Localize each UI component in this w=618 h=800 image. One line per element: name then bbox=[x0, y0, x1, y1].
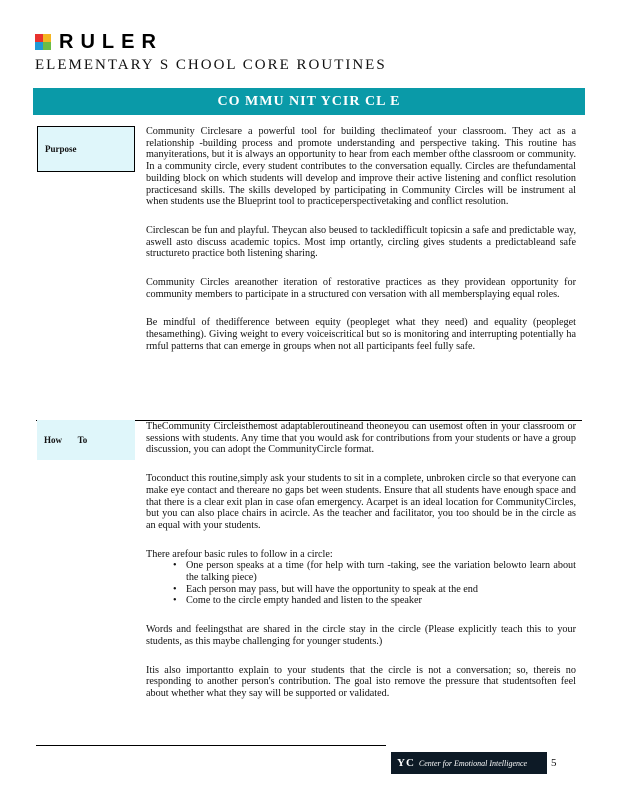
howto-paragraph-2: Toconduct this routine,simply ask your students to sit in a complete, unbroken circle so that everyone can make eye contact and thereare no gaps bet ween students. Ensure that all students have enough space and that there is a clear exit plan in case ofan emergency. Acarpet is an ideal location for CommunityCircles, but you can also place chairs in acircle. As the teacher and facilitator, you too should be in the circle as an equal with your students. bbox=[146, 473, 576, 531]
logo-square-yellow bbox=[43, 34, 51, 42]
howto-paragraph-4: Itis also importantto explain to your students that the circle is not a conversation; so, thereis no responding to another person's contribution. The goal isto remove the pressure that studentsoften feel about whether what they say will be supported or validated. bbox=[146, 664, 576, 699]
logo-mark-icon bbox=[35, 34, 51, 50]
purpose-label: Purpose bbox=[45, 144, 77, 154]
page-number: 5 bbox=[551, 757, 557, 769]
logo-square-red bbox=[35, 34, 43, 42]
logo-square-blue bbox=[35, 42, 43, 50]
purpose-label-cell bbox=[37, 126, 135, 172]
table-bottom-line bbox=[36, 745, 386, 746]
logo-square-green bbox=[43, 42, 51, 50]
banner-title: CO MMU NIT YCIR CL E bbox=[217, 93, 401, 109]
purpose-paragraph-3: Community Circles areanother iteration of restorative practices as they providean opportunity for community members to participate in a structured con versation with all membersplaying equal roles. bbox=[146, 277, 576, 300]
logo-text: RULER bbox=[59, 30, 163, 53]
howto-label: How To bbox=[44, 435, 88, 445]
footer-brand bbox=[391, 752, 547, 774]
howto-label-cell bbox=[37, 420, 135, 460]
purpose-paragraph-2: Circlescan be fun and playful. Theycan also beused to tackledifficult topicsin a safe and predictable way, aswell asto discuss academic topics. Most imp ortantly, circling gives students a predictableand safe structureto practice both listening sharing. bbox=[146, 224, 576, 260]
ruler-logo bbox=[35, 32, 163, 52]
document-subtitle: ELEMENTARY S CHOOL CORE ROUTINES bbox=[35, 57, 387, 73]
howto-paragraph-1: TheCommunity Circleisthemost adaptableroutineand theoneyou can usemost often in your classroom or sessions with students. Any time that you would ask for contributions from your students or have a group discussion, you can adopt the CommunityCircle format. bbox=[146, 421, 576, 456]
rules-intro: There arefour basic rules to follow in a circle: bbox=[146, 548, 333, 560]
rule-item: • One person speaks at a time (for help with turn -taking, see the variation belowto learn about the talking piece) bbox=[186, 560, 576, 583]
footer-caption: Center for Emotional Intelligence bbox=[418, 758, 528, 768]
rules-list bbox=[146, 560, 576, 607]
purpose-paragraph-1: Community Circlesare a powerful tool for building theclimateof your classroom. They act as a relationship -building process and promote understanding and perspective taking. This routine has manyiterations, but it is always an opportunity to hear from each member ofthe classroom or community. In a community circle, every student contributes to the conversation equally. Circles are thefundamental building block on which students will develop and improve their active listening and conflict resolution practicesand skills. The skills developed by participating in Community Circles will be instrument al when students use the Blueprint tool to practiceperspectivetaking and conflict resolution. bbox=[146, 126, 576, 208]
rule-item: • Each person may pass, but will have the opportunity to speak at the end bbox=[186, 584, 576, 596]
howto-content bbox=[146, 421, 576, 717]
howto-paragraph-3: Words and feelingsthat are shared in the circle stay in the circle (Please explicitly teach this to your students, as this maybe challenging for younger students.) bbox=[146, 624, 576, 647]
purpose-paragraph-4: Be mindful of thedifference between equity (peopleget what they need) and equality (peopleget thesamething). Giving weight to every voiceiscritical but so is monitoring and interrupting potentially ha rmful patterns that can emerge in groups when not all participants feel fully safe. bbox=[146, 317, 576, 352]
rule-item: • Come to the circle empty handed and listen to the speaker bbox=[186, 595, 576, 607]
section-banner bbox=[33, 88, 585, 115]
purpose-content bbox=[146, 126, 576, 370]
yc-logo-icon: YC bbox=[397, 757, 415, 769]
